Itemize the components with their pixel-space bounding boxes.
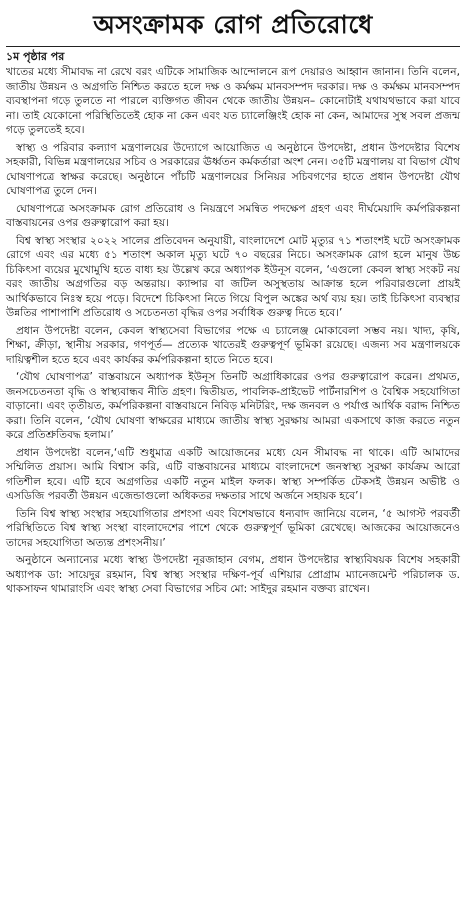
paragraph-8: তিনি বিশ্ব স্বাস্থ্য সংস্থার সহযোগিতার প্রশংসা এবং বিশেষভাবে ধন্যবাদ জানিয়ে বলেন, ‘৫ আগস্ট পরবর্তী পরিস্থিতিতে বিশ্ব স্বাস্থ্য সংস্থা বাংলাদেশের পাশে থেকে গুরুত্বপূর্ণ ভূমিকা রেখেছে। আজকের আয়োজনেও তাদের সহযোগিতা অত্যন্ত প্রশংসনীয়।’ — [6, 507, 460, 549]
paragraph-4: বিশ্ব স্বাস্থ্য সংস্থার ২০২২ সালের প্রতিবেদন অনুযায়ী, বাংলাদেশে মোট মৃত্যুর ৭১ শতাংশই ঘটে অসংক্রামক রোগে এবং এর মধ্যে ৫১ শতাংশ অকাল মৃত্যু ঘটে ৭০ বছরের নিচে। অসংক্রামক রোগ হলে মানুষ উচ্চ চিকিৎসা ব্যয়ের মুখোমুখি হতে বাধ্য হয় উল্লেখ করে অধ্যাপক ইউনূস বলেন, ‘এগুলো কেবল স্বাস্থ্য সংকট নয় বরং জাতীয় অগ্রগতির বড় অন্তরায়। ক্যান্সার বা জটিল অসুস্থতায় আক্রান্ত হলে পরিবারগুলো প্রায়ই আর্থিকভাবে নিঃস্ব হয়ে পড়ে। বিদেশে চিকিৎসা নিতে গিয়ে বিপুল অঙ্কের অর্থ ব্যয় হয়। তাই চিকিৎসা ব্যবস্থার উন্নতির পাশাপাশি প্রতিরোধ ও সচেতনতা বৃদ্ধির ওপর সর্বাধিক গুরুত্ব দিতে হবে।’ — [6, 234, 460, 319]
headline: অসংক্রামক রোগ প্রতিরোধে — [93, 10, 373, 39]
paragraph-6: ‘যৌথ ঘোষণাপত্র’ বাস্তবায়নে অধ্যাপক ইউনূস তিনটি অগ্রাধিকারের ওপর গুরুত্বারোপ করেন। প্রথমত, জনসচেতনতা বৃদ্ধি ও স্বাস্থ্যবান্ধব নীতি গ্রহণ। দ্বিতীয়ত, পাবলিক-প্রাইভেট পার্টনারশিপ ও বৈশ্বিক সহযোগিতা বাড়ানো। এবং তৃতীয়ত, কর্মপরিকল্পনা বাস্তবায়নে নিবিড় মনিটরিং, দক্ষ জনবল ও পর্যাপ্ত আর্থিক বরাদ্দ নিশ্চিত করা। তিনি বলেন, ‘যৌথ ঘোষণা স্বাক্ষরের মাধ্যমে জাতীয় স্বাস্থ্য সুরক্ষায় আমরা একসাথে কাজ করতে নতুন করে প্রতিশ্রুতিবদ্ধ হলাম।’ — [6, 371, 460, 441]
paragraph-7: প্রধান উপদেষ্টা বলেন,‘এটি শুধুমাত্র একটি আয়োজনের মধ্যে যেন সীমাবদ্ধ না থাকে। এটি আমাদের সম্মিলিত প্রয়াস। আমি বিশ্বাস করি, এটি বাস্তবায়নের মাধ্যমে বাংলাদেশে জনস্বাস্থ্য সুরক্ষা কার্যক্রম আরো গতিশীল হবে। এটি হবে অগ্রগতির একটি নতুন মাইল ফলক। স্বাস্থ্য সম্পর্কিত টেকসই উন্নয়ন অভীষ্ট ও এসডিজি পরবর্তী উন্নয়ন এজেন্ডাগুলো অধিকতর দক্ষতার সাথে অর্জনে সহায়ক হবে’। — [6, 446, 460, 502]
article-body — [6, 65, 460, 597]
paragraph-1: খাতের মধ্যে সীমাবদ্ধ না রেখে বরং এটিকে সামাজিক আন্দোলনে রূপ দেয়ারও আহ্বান জানান। তিনি বলেন, জাতীয় উন্নয়ন ও অগ্রগতি নিশ্চিত করতে হলে দক্ষ ও কর্মক্ষম মানবসম্পদ দরকার। দক্ষ ও কর্মক্ষম মানবসম্পদ ব্যবস্থাপনা গড়ে তুলতে না পারলে ব্যক্তিগত জীবন থেকে জাতীয় উন্নয়ন– কোনোটাই যথাযথভাবে করা যাবে না। তাই যেকোনো পরিস্থিতিতেই হোক না কেন এবং যত চ্যালেঞ্জিংই হোক না কেন, আমাদের সুস্থ সবল প্রজন্ম গড়ে তুলতেই হবে। — [6, 66, 460, 136]
paragraph-5: প্রধান উপদেষ্টা বলেন, কেবল স্বাস্থ্যসেবা বিভাগের পক্ষে এ চ্যালেঞ্জ মোকাবেলা সম্ভব নয়। খাদ্য, কৃষি, শিক্ষা, ক্রীড়া, স্থানীয় সরকার, গণপূর্ত— প্রত্যেক খাতেরই গুরুত্বপূর্ণ ভূমিকা রয়েছে। এজন্য সব মন্ত্রণালয়কে দায়িত্বশীল হতে হবে এবং কার্যকর কর্মপরিকল্পনা হাতে নিতে হবে। — [6, 324, 460, 366]
paragraph-3: ঘোষণাপত্রে অসংক্রামক রোগ প্রতিরোধ ও নিয়ন্ত্রণে সমন্বিত পদক্ষেপ গ্রহণ এবং দীর্ঘমেয়াদি কর্মপরিকল্পনা বাস্তবায়নের ওপর গুরুত্বারোপ করা হয়। — [6, 202, 460, 229]
paragraph-9: অনুষ্ঠানে অন্যান্যের মধ্যে স্বাস্থ্য উপদেষ্টা নূরজাহান বেগম, প্রধান উপদেষ্টার স্বাস্থ্যবিষয়ক বিশেষ সহকারী অধ্যাপক ডা: সায়েদুর রহমান, বিশ্ব স্বাস্থ্য সংস্থার দক্ষিণ-পূর্ব এশিয়ার প্রোগ্রাম ম্যানেজমেন্ট পরিচালক ড. থাকসাফন থামারাংসি এবং স্বাস্থ্য সেবা বিভাগের সচিব মো: সাইদুর রহমান বক্তব্য রাখেন। — [6, 554, 460, 595]
continued-from-label: ১ম পৃষ্ঠার পর — [6, 50, 65, 63]
headline-rule — [6, 46, 460, 47]
paragraph-2: স্বাস্থ্য ও পরিবার কল্যাণ মন্ত্রণালয়ের উদ্যোগে আয়োজিত এ অনুষ্ঠানে উপদেষ্টা, প্রধান উপদেষ্টার বিশেষ সহকারী, বিভিন্ন মন্ত্রণালয়ের সচিব ও সরকারের ঊর্ধ্বতন কর্মকর্তারা অংশ নেন। ৩৫টি মন্ত্রণালয় বা বিভাগ যৌথ ঘোষণাপত্রে স্বাক্ষর করেছে। অনুষ্ঠানে পাঁচটি মন্ত্রণালয়ের সিনিয়র সচিবগণের হাতে প্রধান উপদেষ্টা যৌথ ঘোষণাপত্র তুলে দেন। — [6, 141, 460, 197]
